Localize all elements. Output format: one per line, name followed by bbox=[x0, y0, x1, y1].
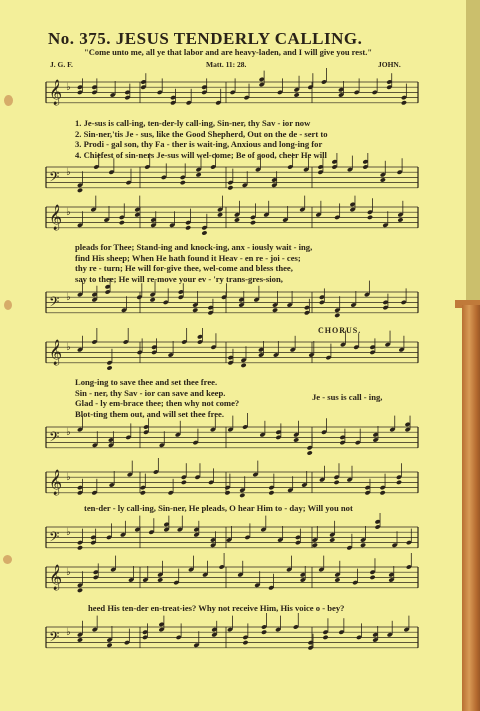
svg-text:♭: ♭ bbox=[66, 427, 71, 438]
svg-text:♭: ♭ bbox=[66, 342, 71, 353]
system-4-lyric: ten-der - ly call-ing, Sin-ner, He pleads, O hear Him to - day; Will you not bbox=[84, 503, 353, 513]
svg-text:♭: ♭ bbox=[66, 167, 71, 178]
svg-text:♭: ♭ bbox=[66, 472, 71, 483]
music-system-2-bass bbox=[0, 278, 466, 330]
svg-text:♭: ♭ bbox=[66, 82, 71, 93]
svg-text:𝄢: 𝄢 bbox=[49, 169, 60, 188]
chorus-refrain: Je - sus is call - ing, bbox=[312, 392, 383, 402]
svg-text:♭: ♭ bbox=[66, 627, 71, 638]
svg-text:♭: ♭ bbox=[66, 292, 71, 303]
svg-text:𝄢: 𝄢 bbox=[49, 629, 60, 648]
svg-text:𝄞: 𝄞 bbox=[49, 340, 63, 365]
svg-text:𝄢: 𝄢 bbox=[49, 429, 60, 448]
chorus-verse-2: Sin - ner, thy Sav - ior can save and keep. bbox=[75, 387, 226, 398]
music-system-3-treble bbox=[0, 328, 466, 380]
hymn-title: No. 375. JESUS TENDERLY CALLING. bbox=[48, 29, 363, 48]
svg-text:𝄢: 𝄢 bbox=[49, 294, 60, 313]
verse-3-line: 3. Prodi - gal son, thy Fa - ther is wait-ing, Anxious and long-ing for bbox=[75, 139, 323, 149]
svg-text:𝄞: 𝄞 bbox=[49, 80, 63, 105]
chorus-verse-4: Blot-ting them out, and will set thee free. bbox=[75, 408, 225, 419]
music-system-5-treble bbox=[0, 553, 466, 605]
svg-text:♭: ♭ bbox=[66, 567, 71, 578]
verse-4-line: 4. Chiefest of sin-ners Je-sus will wel-come; Be of good, cheer He will bbox=[75, 149, 327, 160]
composer-credit: JOHN. bbox=[378, 60, 401, 69]
verse-2-continuation: find His sheep; When He hath found it Heav - en re - joi - ces; bbox=[75, 252, 301, 263]
verse-1-continuation: pleads for Thee; Stand-ing and knock-ing, anx - iously wait - ing, bbox=[75, 242, 313, 252]
epigraph: "Come unto me, all ye that labor and are heavy-laden, and I will give you rest." bbox=[84, 47, 373, 57]
music-system-1-treble bbox=[0, 68, 466, 120]
verse-1-line: 1. Je-sus is call-ing, ten-der-ly call-ing, Sin-ner, thy Sav - ior now bbox=[75, 118, 311, 128]
svg-text:𝄞: 𝄞 bbox=[49, 470, 63, 495]
author-credit: J. G. F. bbox=[50, 60, 73, 69]
verse-2-line: 2. Sin-ner,'tis Je - sus, like the Good Shepherd, Out on the de - sert to bbox=[75, 128, 328, 139]
svg-text:𝄞: 𝄞 bbox=[49, 205, 63, 230]
svg-text:♭: ♭ bbox=[66, 527, 71, 538]
chorus-verse-3: Glad - ly em-brace thee; then why not come? bbox=[75, 398, 240, 408]
music-system-5-bass bbox=[0, 613, 466, 665]
system-5-lyric: heed His ten-der en-treat-ies? Why not receive Him, His voice o - bey? bbox=[88, 603, 345, 613]
music-system-2-treble bbox=[0, 193, 466, 245]
verse-4-continuation: say to thee; He will re-move your ev - 'ry trans-gres-sion, bbox=[75, 273, 283, 284]
svg-text:𝄞: 𝄞 bbox=[49, 565, 63, 590]
svg-text:𝄢: 𝄢 bbox=[49, 529, 60, 548]
verse-3-continuation: thy re - turn; He will for-give thee, wel-come and bless thee, bbox=[75, 263, 293, 273]
svg-text:♭: ♭ bbox=[66, 207, 71, 218]
scripture-reference: Matt. 11: 28. bbox=[206, 60, 247, 69]
chorus-verse-1: Long-ing to save thee and set thee free. bbox=[75, 377, 218, 387]
chorus-label: CHORUS. bbox=[318, 326, 362, 335]
